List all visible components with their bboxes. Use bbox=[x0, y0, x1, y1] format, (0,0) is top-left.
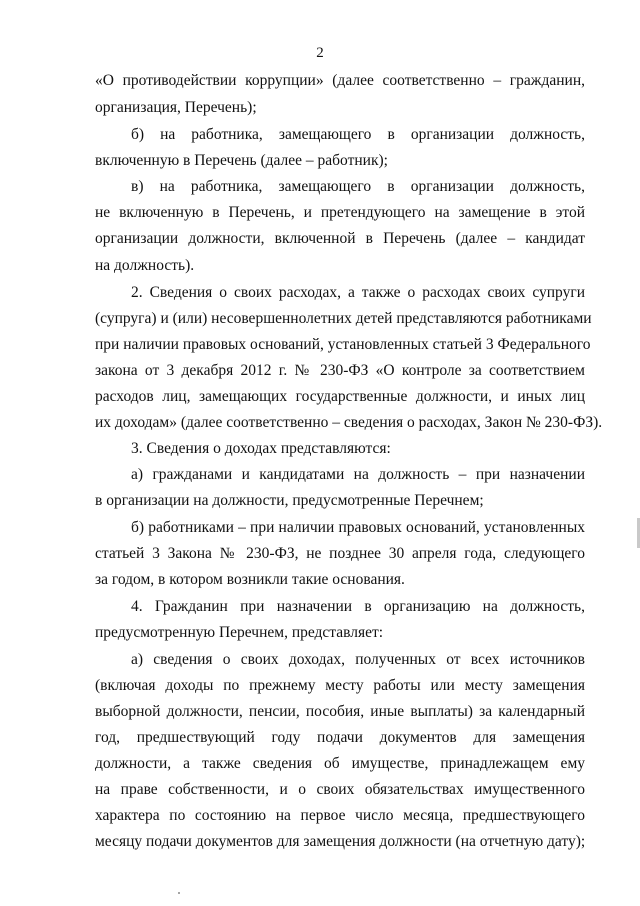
text-line: 2. Сведения о своих расходах, а также о расходах своих супруги bbox=[131, 284, 585, 301]
text-line: б) работниками – при наличии правовых оснований, установленных bbox=[131, 519, 585, 536]
text-line: б) на работника, замещающего в организации должность, bbox=[131, 126, 585, 143]
text-line: за годом, в котором возникли такие основания. bbox=[95, 571, 405, 588]
text-line: 4. Гражданин при назначении в организацию на должность, bbox=[131, 598, 585, 615]
text-line: закона от 3 декабря 2012 г. № 230-ФЗ «О контроле за соответствием bbox=[95, 362, 585, 379]
text-line: а) сведения о своих доходах, полученных от всех источников bbox=[131, 651, 585, 668]
text-line: 3. Сведения о доходах представляются: bbox=[131, 440, 391, 457]
text-line: «О противодействии коррупции» (далее соответственно – гражданин, bbox=[95, 72, 585, 89]
page-number: 2 bbox=[316, 45, 324, 61]
text-line: в организации на должности, предусмотренные Перечнем; bbox=[95, 492, 484, 509]
text-line: организации должности, включенной в Перечень (далее – кандидат bbox=[95, 230, 585, 247]
scan-speck bbox=[178, 892, 180, 894]
text-line: а) гражданами и кандидатами на должность – при назначении bbox=[131, 466, 585, 483]
text-line: месяцу подачи документов для замещения должности (на отчетную дату); bbox=[95, 833, 586, 850]
text-line: организация, Перечень); bbox=[95, 99, 257, 116]
text-line: включенную в Перечень (далее – работник); bbox=[95, 152, 388, 169]
text-line: на должность). bbox=[95, 257, 195, 274]
text-line: не включенную в Перечень, и претендующего на замещение в этой bbox=[95, 204, 585, 221]
text-line: (супруга) и (или) несовершеннолетних детей представляются работниками bbox=[95, 310, 592, 327]
text-line: (включая доходы по прежнему месту работы или месту замещения bbox=[95, 677, 585, 694]
text-line: на праве собственности, и о своих обязательствах имущественного bbox=[95, 781, 585, 798]
text-line: расходов лиц, замещающих государственные должности, и иных лиц bbox=[95, 388, 585, 405]
text-line: характера по состоянию на первое число месяца, предшествующего bbox=[95, 807, 585, 824]
text-line: при наличии правовых оснований, установленных статьей 3 Федерального bbox=[95, 336, 591, 353]
text-line: предусмотренную Перечнем, представляет: bbox=[95, 624, 384, 641]
text-line: год, предшествующий году подачи документов для замещения bbox=[95, 729, 585, 746]
text-line: должности, а также сведения об имуществе, принадлежащем ему bbox=[95, 755, 585, 772]
text-line: в) на работника, замещающего в организации должность, bbox=[131, 178, 585, 195]
text-line: их доходам» (далее соответственно – сведения о расходах, Закон № 230-ФЗ). bbox=[95, 414, 603, 431]
text-line: статьей 3 Закона № 230-ФЗ, не позднее 30 апреля года, следующего bbox=[95, 545, 585, 562]
text-line: выборной должности, пенсии, пособия, иные выплаты) за календарный bbox=[95, 703, 585, 720]
